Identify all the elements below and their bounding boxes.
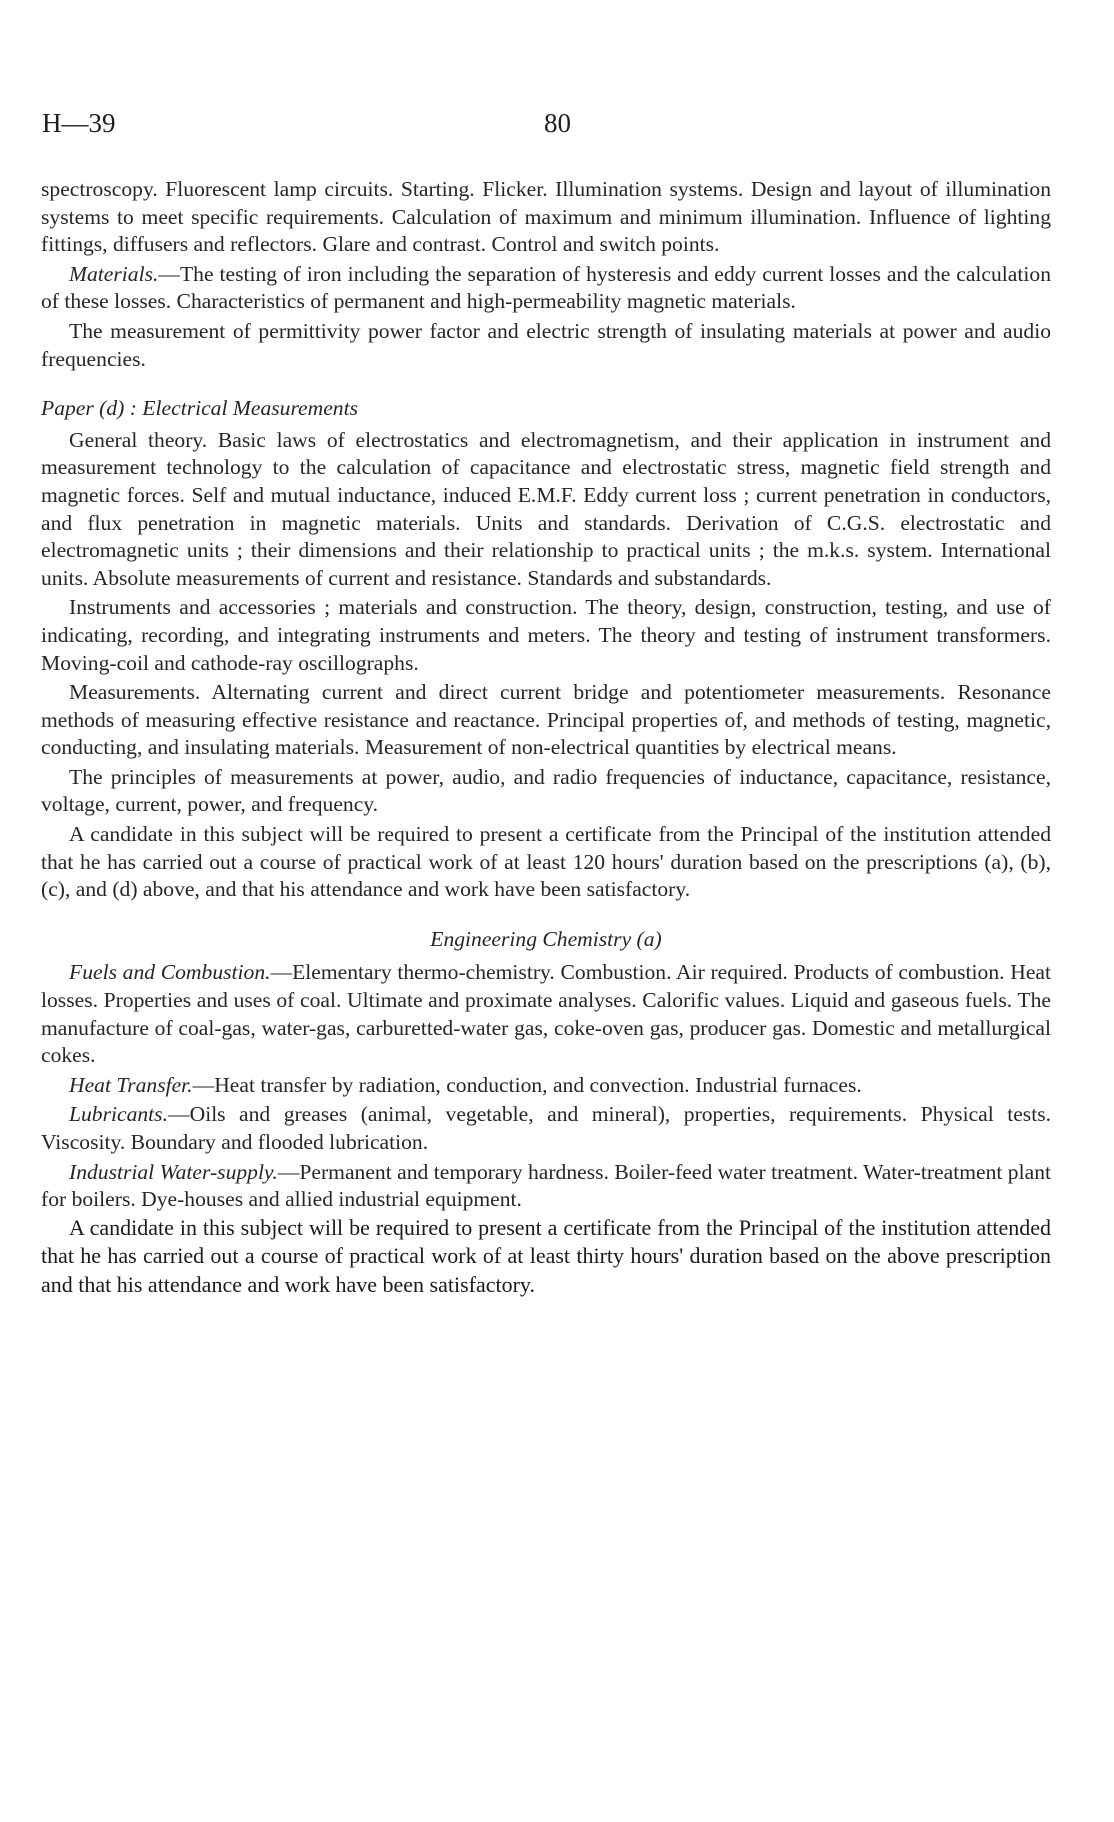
paragraph-principles: The principles of measurements at power, audio, and radio frequencies of inductance, capacitance, resistance, voltage, current, power, and frequency. — [41, 764, 1051, 817]
page-body — [41, 176, 1051, 1299]
paragraph-measurements: Measurements. Alternating current and direct current bridge and potentiometer measurements. Resonance methods of measuring effective resistance and reactance. Principal properties of, and methods of testing, magnetic, conducting, and insulating materials. Measurement of non-electrical quantities by electrical means. — [41, 680, 1051, 760]
paragraph-materials — [41, 261, 1051, 316]
paragraph-instruments: Instruments and accessories ; materials and construction. The theory, design, construction, testing, and use of indicating, recording, and integrating instruments and meters. The theory and testing of instrument transformers. Moving-coil and cathode-ray oscillographs. — [41, 595, 1051, 675]
paragraph-water-supply — [41, 1159, 1051, 1214]
paragraph-general-theory: General theory. Basic laws of electrostatics and electromagnetism, and their application in instrument and measurement technology to the calculation of capacitance and electrostatic stress, magnetic field strength and magnetic forces. Self and mutual inductance, induced E.M.F. Eddy current loss ; current penetration in conductors, and flux penetration in magnetic materials. Units and standards. Derivation of C.G.S. electrostatic and electromagnetic units ; their dimensions and their relationship to practical units ; the m.k.s. system. International units. Absolute measurements of current and resistance. Standards and substandards. — [41, 427, 1051, 590]
section-heading-engineering-chemistry: Engineering Chemistry (a) — [430, 926, 662, 951]
fuels-text: —Elementary thermo-chemistry. Combustion. Air required. Products of combustion. Heat losses. Properties and uses of coal. Ultimate and proximate analyses. Calorific values. Liquid and gaseous fuels. The manufacture of coal-gas, water-gas, carburetted-water gas, coke-oven gas, producer gas. Domestic and metallurgical cokes. — [41, 960, 1051, 1068]
fuels-lead: Fuels and Combustion. — [69, 960, 271, 985]
page-header — [42, 108, 1052, 148]
materials-lead: Materials. — [69, 261, 159, 286]
lubricants-lead: Lubricants. — [69, 1102, 168, 1127]
heat-transfer-lead: Heat Transfer. — [69, 1072, 193, 1097]
water-supply-text: —Permanent and temporary hardness. Boiler-feed water treatment. Water-treatment plant for boilers. Dye-houses and allied industrial equipment. — [41, 1159, 1051, 1212]
paragraph-heat-transfer — [41, 1072, 1051, 1100]
water-supply-lead: Industrial Water-supply. — [69, 1159, 278, 1184]
materials-text: —The testing of iron including the separation of hysteresis and eddy current losses and the calculation of these losses. Characteristics of permanent and high-permeability magnetic materials. — [41, 261, 1051, 314]
paragraph-lubricants — [41, 1101, 1051, 1156]
paragraph-illumination: spectroscopy. Fluorescent lamp circuits. Starting. Flicker. Illumination systems. Design and layout of illumination systems to meet specific requirements. Calculation of maximum and minimum illumination. Influence of lighting fittings, diffusers and reflectors. Glare and contrast. Control and switch points. — [41, 177, 1051, 257]
page-number: 80 — [544, 108, 571, 138]
paragraph-certificate-electrical: A candidate in this subject will be required to present a certificate from the Principal of the institution attended that he has carried out a course of practical work of at least 120 hours' duration based on the prescriptions (a), (b), (c), and (d) above, and that his attendance and work have been satisfactory. — [41, 822, 1051, 902]
heat-transfer-text: —Heat transfer by radiation, conduction, and convection. Industrial furnaces. — [192, 1072, 862, 1097]
paragraph-certificate-chemistry: A candidate in this subject will be required to present a certificate from the Principal of the institution attended that he has carried out a course of practical work of at least thirty hours' duration based on the above prescription and that his attendance and work have been satisfactory. — [41, 1214, 1051, 1297]
section-heading-paper-d: Paper (d) : Electrical Measurements — [41, 396, 359, 421]
paragraph-fuels — [41, 959, 1051, 1069]
document-reference: H—39 — [42, 108, 116, 138]
paragraph-permittivity: The measurement of permittivity power factor and electric strength of insulating materials at power and audio frequencies. — [41, 318, 1051, 371]
lubricants-text: —Oils and greases (animal, vegetable, and mineral), properties, requirements. Physical tests. Viscosity. Boundary and flooded lubrication. — [41, 1102, 1051, 1154]
